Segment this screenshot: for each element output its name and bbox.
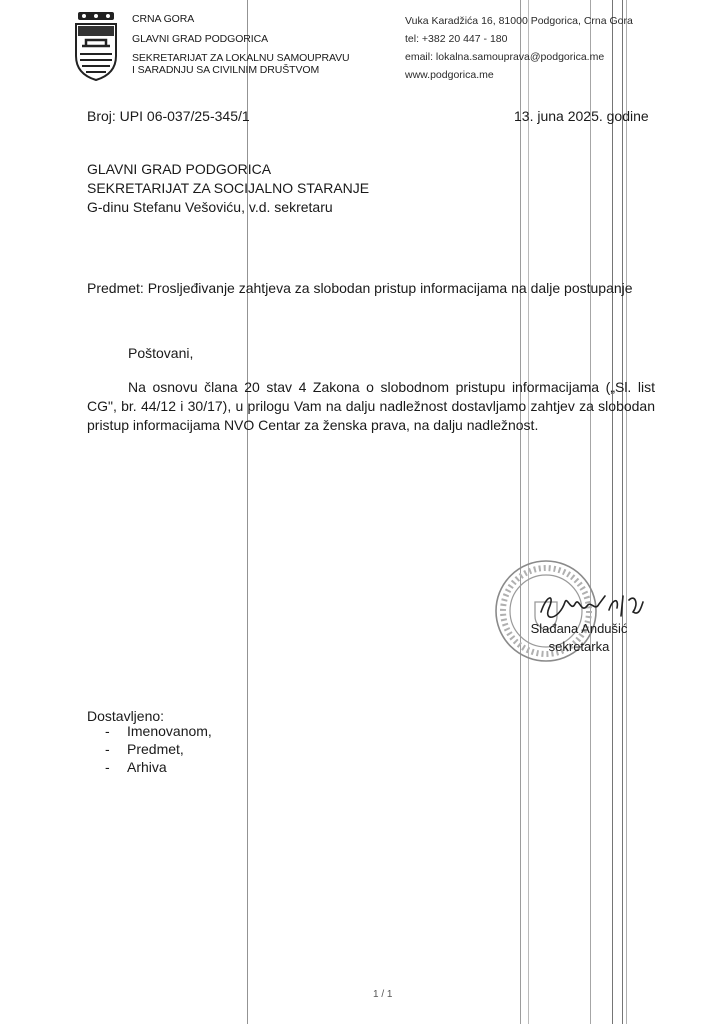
letter-body: [87, 378, 655, 435]
scan-artifact-line: [520, 0, 521, 1024]
list-marker: -: [105, 723, 110, 739]
delivered-label: Dostavljeno:: [87, 708, 165, 724]
list-marker: -: [105, 759, 110, 775]
scan-artifact-line: [612, 0, 613, 1024]
list-item: [105, 758, 212, 776]
scan-artifact-line: [247, 0, 248, 1024]
header-city: GLAVNI GRAD PODGORICA: [132, 33, 268, 45]
delivered-list: [105, 722, 212, 776]
recipient-line: GLAVNI GRAD PODGORICA: [87, 161, 272, 177]
subject-line: Predmet: Prosljeđivanje zahtjeva za slobodan pristup informacijama na dalje postupanje: [87, 280, 633, 296]
signatory-name: Slađana Andušić: [530, 621, 628, 636]
page-number: 1 / 1: [373, 989, 393, 1000]
signature-block: [523, 620, 635, 656]
contact-address: Vuka Karadžića 16, 81000 Podgorica, Crna Gora: [405, 15, 633, 27]
list-marker: -: [105, 741, 110, 757]
signatory-title: sekretarka: [548, 639, 610, 654]
document-date: 13. juna 2025. godine: [514, 108, 649, 124]
contact-website: www.podgorica.me: [405, 69, 494, 81]
coat-of-arms-icon: [72, 10, 120, 82]
reference-number: Broj: UPI 06-037/25-345/1: [87, 108, 250, 124]
list-item: [105, 740, 212, 758]
scan-artifact-line: [622, 0, 623, 1024]
scan-artifact-line: [626, 0, 627, 1024]
list-item-text: Imenovanom,: [127, 723, 212, 739]
list-item-text: Predmet,: [127, 741, 184, 757]
contact-email: email: lokalna.samouprava@podgorica.me: [405, 51, 605, 63]
handwritten-signature-icon: [535, 590, 645, 624]
list-item-text: Arhiva: [127, 759, 167, 775]
header-country: CRNA GORA: [132, 13, 195, 25]
body-paragraph: Na osnovu člana 20 stav 4 Zakona o slobodnom pristupu informacijama („Sl. list CG", br. 44/12 i 30/17), u prilogu Vam na dalju nadležnost dostavljamo zahtjev za slobodan pristup informacijama NVO Centar za ženska prava, na dalju nadležnost.: [87, 379, 655, 433]
scan-artifact-line: [590, 0, 591, 1024]
contact-phone: tel: +382 20 447 - 180: [405, 33, 508, 45]
institution-header: [132, 12, 350, 76]
contact-block: [405, 12, 633, 84]
greeting: Poštovani,: [128, 345, 194, 361]
header-department: SEKRETARIJAT ZA LOKALNU SAMOUPRAVU: [132, 52, 350, 64]
scan-artifact-line: [528, 0, 529, 1024]
recipient-line: SEKRETARIJAT ZA SOCIJALNO STARANJE: [87, 180, 370, 196]
recipient-line: G-dinu Stefanu Vešoviću, v.d. sekretaru: [87, 199, 333, 215]
list-item: [105, 722, 212, 740]
recipient-block: [87, 160, 369, 217]
header-department-line2: I SARADNJU SA CIVILNIM DRUŠTVOM: [132, 64, 320, 76]
